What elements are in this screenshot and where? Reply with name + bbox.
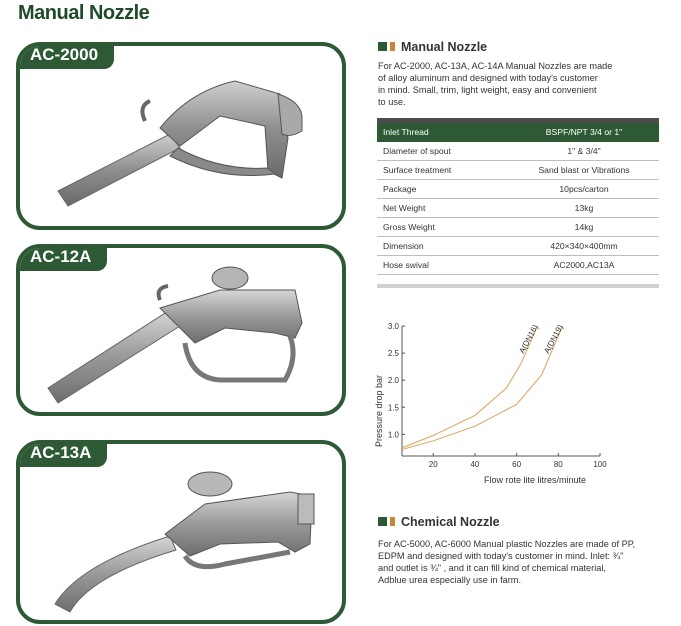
x-tick-label: 20 — [428, 460, 438, 469]
spec-value: 420×340×400mm — [509, 237, 659, 256]
heading-marker-icon — [378, 517, 387, 526]
chemical-nozzle-description — [378, 538, 673, 586]
series-line — [402, 326, 563, 450]
heading-marker-icon — [378, 42, 387, 51]
description-line: For AC-2000, AC-13A, AC-14A Manual Nozzles are made — [378, 61, 613, 71]
product-label: AC-13A — [16, 440, 107, 467]
y-tick-label: 3.0 — [387, 322, 399, 331]
spec-value: Sand blast or Vibrations — [509, 161, 659, 180]
spec-key: Inlet Thread — [377, 123, 509, 142]
page-title: Manual Nozzle — [18, 2, 150, 24]
product-label: AC-12A — [16, 244, 107, 271]
description-line: of alloy aluminum and designed with today's customer — [378, 73, 598, 83]
description-line: in mind. Small, trim, light weight, easy and convenient — [378, 85, 597, 95]
manual-nozzle-heading — [378, 40, 487, 54]
series-label: A(DN19) — [542, 323, 565, 355]
x-tick-label: 100 — [593, 460, 607, 469]
heading-marker-icon — [390, 42, 395, 51]
product-card-ac-2000 — [16, 42, 346, 230]
x-tick-label: 40 — [470, 460, 480, 469]
table-row — [377, 199, 659, 218]
heading-text: Chemical Nozzle — [401, 515, 500, 529]
spec-key: Diameter of spout — [377, 142, 509, 161]
x-tick-label: 60 — [512, 460, 522, 469]
spec-key: Net Weight — [377, 199, 509, 218]
description-line: For AC-5000, AC-6000 Manual plastic Nozzles are made of PP, — [378, 539, 636, 549]
heading-marker-icon — [390, 517, 395, 526]
spec-value: 14kg — [509, 218, 659, 237]
manual-nozzle-description — [378, 60, 663, 108]
series-label: A(DN16) — [517, 323, 540, 355]
spec-value: 13kg — [509, 199, 659, 218]
spec-value: 10pcs/carton — [509, 180, 659, 199]
spec-key: Hose swival — [377, 256, 509, 275]
spec-key: Package — [377, 180, 509, 199]
product-card-ac-13a — [16, 440, 346, 624]
series-line — [402, 326, 538, 448]
table-row — [377, 161, 659, 180]
y-tick-label: 2.0 — [387, 376, 399, 386]
chart-series — [402, 323, 565, 450]
product-label: AC-2000 — [16, 42, 114, 69]
nozzle-ac-2000-image — [20, 46, 342, 226]
heading-text: Manual Nozzle — [401, 40, 488, 54]
y-tick-label: 2.5 — [387, 349, 399, 359]
spec-key: Dimension — [377, 237, 509, 256]
description-line: Adblue urea especially use in farm. — [378, 575, 521, 585]
spec-table — [377, 123, 659, 275]
table-row — [377, 218, 659, 237]
description-line: to use. — [378, 97, 406, 107]
spec-value: BSPF/NPT 3/4 or 1" — [509, 123, 659, 142]
description-line: and outlet is ¾" , and it can fill kind of chemical material, — [378, 563, 606, 573]
table-row — [377, 142, 659, 161]
pressure-drop-chart — [360, 316, 620, 491]
spec-key: Gross Weight — [377, 218, 509, 237]
spec-key: Surface treatment — [377, 161, 509, 180]
table-row — [377, 180, 659, 199]
y-tick-label: 1.0 — [387, 430, 399, 440]
y-axis-label: Pressure drop bar — [374, 374, 384, 448]
table-row — [377, 237, 659, 256]
x-axis-label: Flow rote lite litres/minute — [483, 475, 587, 485]
spec-value: AC2000,AC13A — [509, 256, 659, 275]
nozzle-ac-12a-image — [20, 248, 342, 412]
description-line: EDPM and designed with today's customer in mind. Inlet: ¾" — [378, 551, 624, 561]
product-card-ac-12a — [16, 244, 346, 416]
x-tick-label: 80 — [553, 460, 563, 469]
y-tick-label: 1.5 — [387, 403, 399, 413]
table-row — [377, 256, 659, 275]
spec-table-bottombar — [377, 284, 659, 288]
spec-value: 1" & 3/4" — [509, 142, 659, 161]
nozzle-ac-13a-image — [20, 444, 342, 620]
chemical-nozzle-heading — [378, 515, 500, 529]
table-row — [377, 123, 659, 142]
